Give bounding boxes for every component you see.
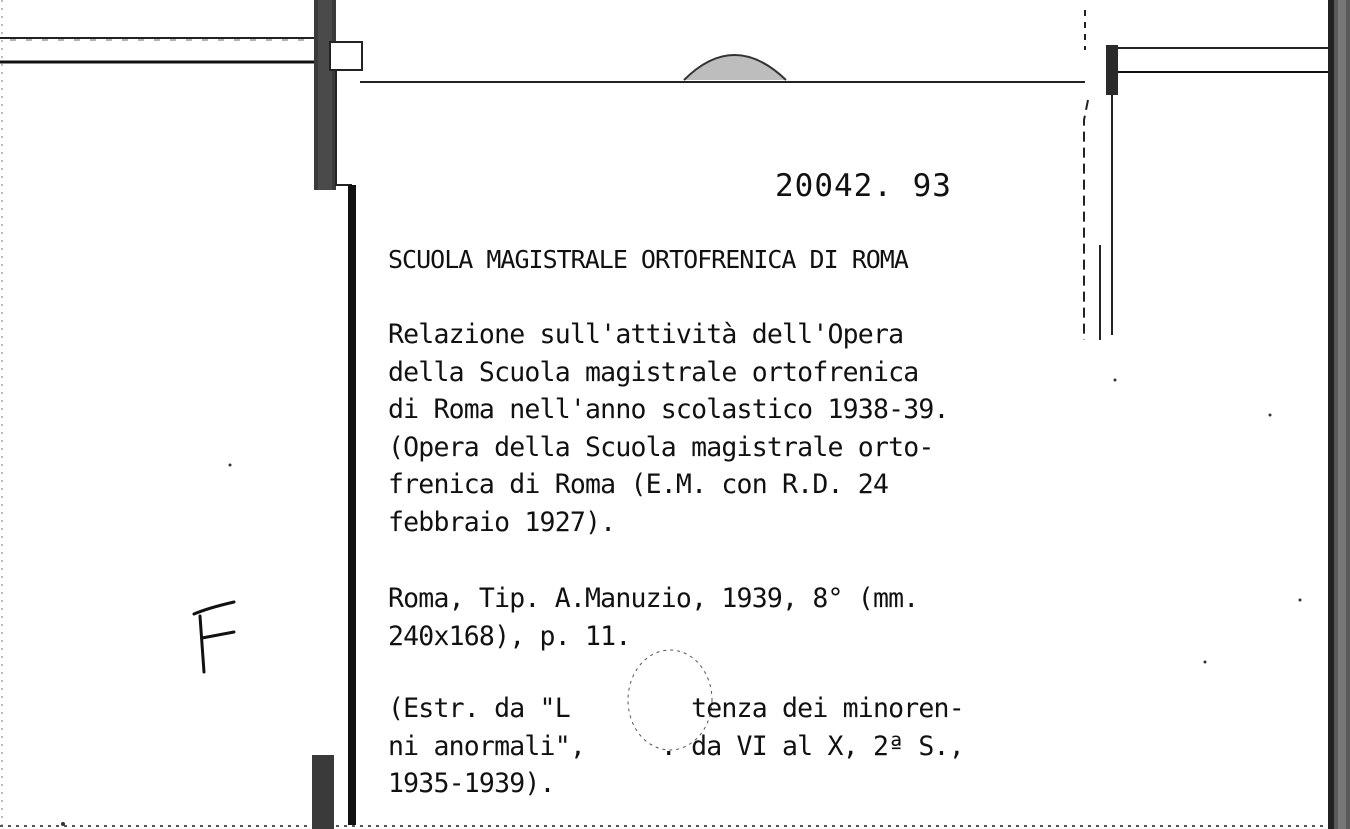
series-line: 1935-1939). (388, 768, 555, 799)
series-line: ni anormali", . da VI al X, 2ª S., (388, 730, 964, 762)
imprint-line: Roma, Tip. A.Manuzio, 1939, 8° (mm. (388, 583, 919, 614)
handwritten-mark (190, 598, 240, 676)
title-line: di Roma nell'anno scolastico 1938-39. (388, 394, 949, 425)
imprint-line: 240x168), p. 11. (388, 620, 631, 652)
title-description (388, 316, 949, 541)
title-line: febbraio 1927). (388, 506, 616, 538)
imprint-description (388, 580, 918, 655)
series-note (388, 690, 964, 803)
card-heading: SCUOLA MAGISTRALE ORTOFRENICA DI ROMA (388, 245, 908, 274)
call-number: 20042. 93 (775, 168, 952, 204)
series-line: (Estr. da "L tenza dei minoren- (388, 693, 964, 724)
title-line: (Opera della Scuola magistrale orto- (388, 431, 934, 463)
title-line: Relazione sull'attività dell'Opera (388, 319, 904, 350)
title-line: frenica di Roma (E.M. con R.D. 24 (388, 469, 889, 500)
title-line: della Scuola magistrale ortofrenica (388, 356, 919, 388)
